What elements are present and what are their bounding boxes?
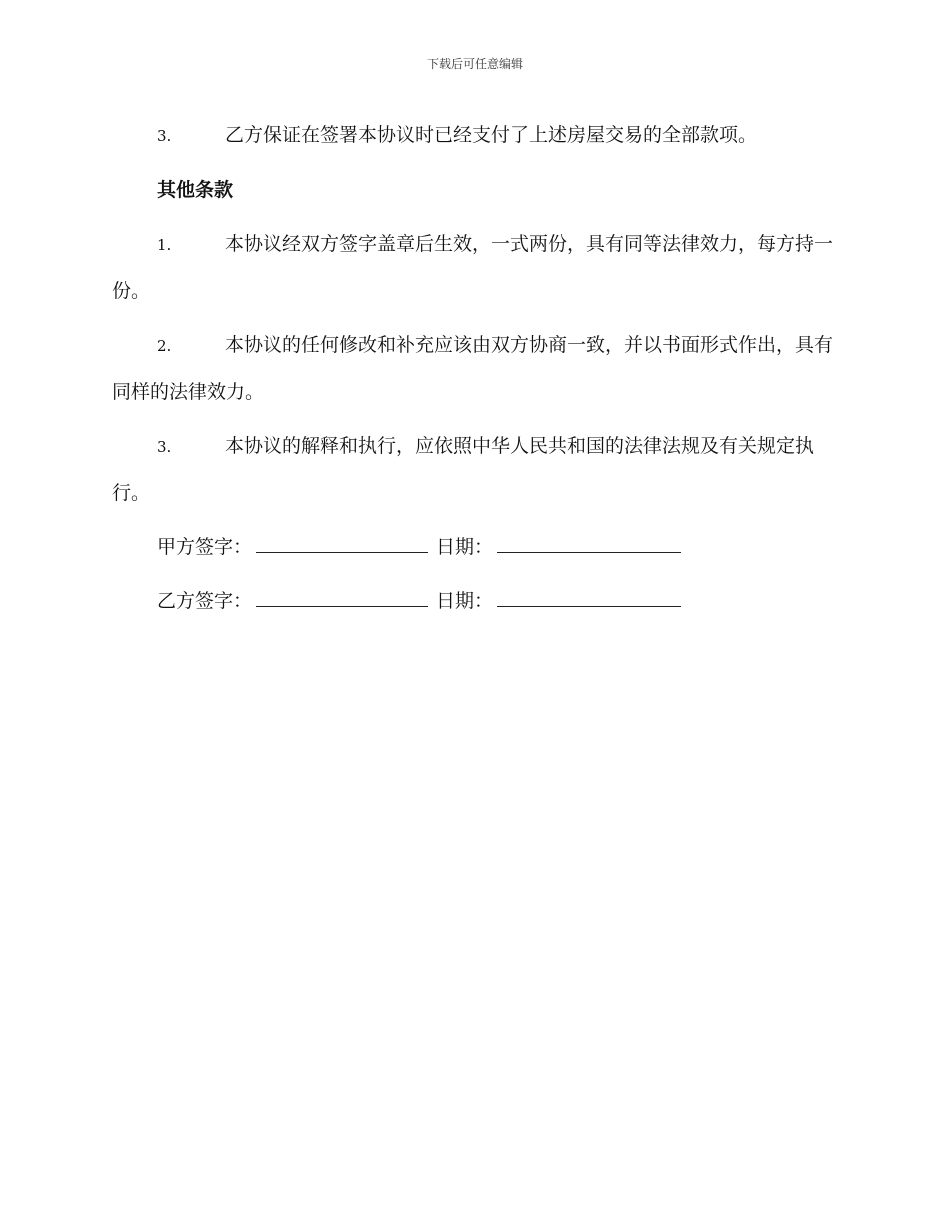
section-title: 其他条款 [157,179,234,201]
date-blank [497,580,681,607]
date-blank [497,526,681,553]
signature-blank [256,580,428,607]
clause-number: 3. [157,127,172,145]
clause-number: 1. [157,236,172,254]
page-header: 下载后可任意编辑 [426,57,523,71]
signature-label: 甲方签字： [157,536,253,558]
clause-text: 乙方保证在签署本协议时已经支付了上述房屋交易的全部款项。 [225,124,758,146]
clause-item [112,322,834,415]
clause-text: 本协议的解释和执行，应依照中华人民共和国的法律法规及有关规定执行。 [112,435,815,504]
date-label: 日期： [436,536,494,558]
signature-blank [256,526,428,553]
document-body [112,112,834,632]
clause-item [112,221,834,314]
clause-number: 3. [157,438,172,456]
signature-line-party-b [112,578,834,632]
date-label: 日期： [436,590,494,612]
signature-line-party-a [112,524,834,578]
clause-text: 本协议经双方签字盖章后生效，一式两份，具有同等法律效力，每方持一份。 [112,233,834,302]
signature-label: 乙方签字： [157,590,253,612]
clause-item [112,112,834,159]
clause-number: 2. [157,337,172,355]
clause-item [112,423,834,516]
clause-text: 本协议的任何修改和补充应该由双方协商一致，并以书面形式作出，具有同样的法律效力。 [112,334,834,403]
